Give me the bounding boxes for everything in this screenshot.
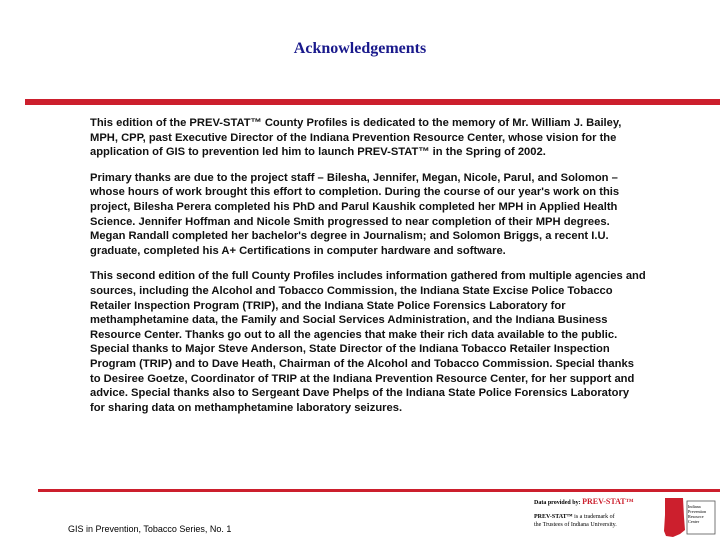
data-provider-line: [534, 498, 664, 507]
indiana-prevention-logo: [662, 497, 716, 539]
agencies-thanks-paragraph: This second edition of the full County Profiles includes information gathered from multiple agencies and sources, including the Alcohol and Tobacco Commission, the Indiana State Excise Police Tobacco Retailer Inspection Program (TRIP), and the Indiana State Police Forensics Laboratory for methamphetamine data, the Family and Social Services Administration, and the Indiana Business Resource Center. Thanks go out to all the agencies that make their rich data available to the public. Special thanks to Major Steve Anderson, State Director of the Indiana Tobacco Retailer Inspection Program (TRIP) and to Dave Heath, Chairman of the Alcohol and Tobacco Commission. Special thanks to Desiree Goetze, Coordinator of TRIP at the Indiana Prevention Resource Center, for her support and advice. Special thanks also to Sergeant Dave Phelps of the Indiana State Police Forensics Laboratory for sharing data on methamphetamine laboratory seizures.: [90, 270, 646, 414]
trademark-text-2: the Trustees of Indiana University.: [534, 522, 617, 528]
acknowledgement-body: [90, 116, 646, 426]
bottom-divider: [38, 489, 720, 492]
logo-line: Prevention: [688, 509, 707, 514]
logo-line: Center: [688, 519, 700, 524]
dedication-paragraph: This edition of the PREV-STAT™ County Profiles is dedicated to the memory of Mr. William J. Bailey, MPH, CPP, past Executive Director of the Indiana Prevention Resource Center, whose vision for the application of GIS to prevention led him to launch PREV-STAT™ in the Spring of 2002.: [90, 117, 622, 159]
staff-thanks-paragraph: Primary thanks are due to the project staff – Bilesha, Jennifer, Megan, Nicole, Parul, and Solomon – whose hours of work brought this effort to completion. During the course of our year's work on this project, Bilesha Perera completed his PhD and Parul Kaushik completed her MPH in Applied Health Science. Jennifer Hoffman and Nicole Smith progressed to near completion of their MPH degrees. Megan Randall completed her bachelor's degree in Journalism; and Solomon Briggs, a recent I.U. graduate, completed his A+ Certifications in computer hardware and software.: [90, 171, 620, 257]
trademark-text-1: is a trademark of: [574, 514, 615, 520]
series-label: GIS in Prevention, Tobacco Series, No. 1: [68, 524, 232, 534]
page-title: Acknowledgements: [293, 40, 427, 57]
top-divider: [25, 99, 720, 105]
logo-line: Indiana: [688, 504, 701, 509]
data-credit: [534, 498, 664, 529]
brand-name: PREV-STAT™: [582, 497, 634, 506]
logo-line: Resource: [688, 514, 704, 519]
data-provider-label: Data provided by:: [534, 500, 583, 506]
trademark-notice: [534, 513, 664, 529]
trademark-brand: PREV-STAT™: [534, 514, 573, 520]
logo-text: [688, 504, 716, 524]
